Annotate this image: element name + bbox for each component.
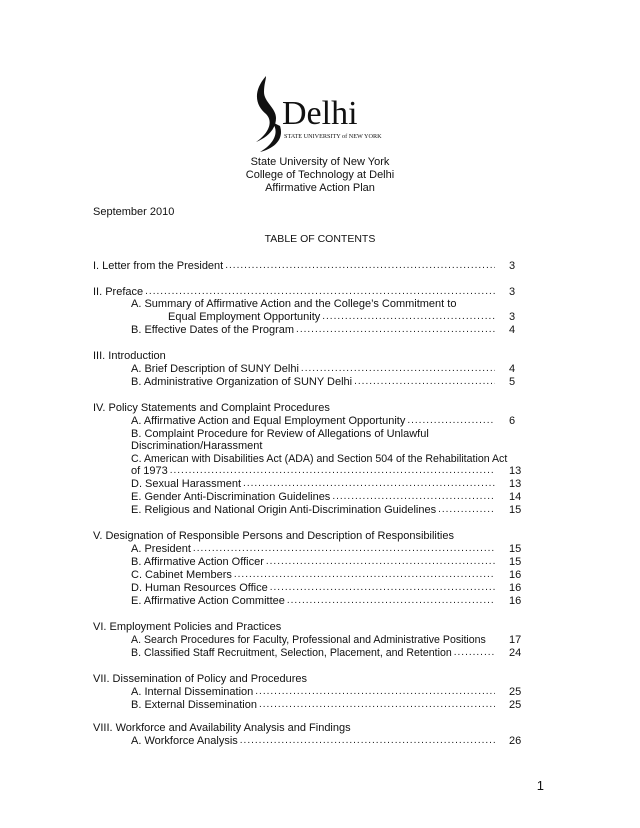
toc-page: 3 — [509, 311, 516, 323]
header-line-2: College of Technology at Delhi — [245, 169, 395, 181]
toc-entry-effective-dates[interactable]: B. Effective Dates of the Program ..... — [131, 323, 497, 337]
toc-page: 5 — [509, 376, 516, 388]
toc-section-employment-policies[interactable]: VI. Employment Policies and Practices — [93, 621, 282, 633]
toc-entry-affirmative-action[interactable]: A. Affirmative Action and Equal Employment Opportunity ..... — [131, 414, 497, 428]
toc-entry-classified-staff[interactable]: B. Classified Staff Recruitment, Selection, Placement, and Retention ..... — [131, 646, 497, 660]
toc-entry-hr-office[interactable]: D. Human Resources Office ..... — [131, 581, 497, 595]
toc-entry-ada-line1[interactable]: C. American with Disabilities Act (ADA) and Section 504 of the Rehabilitation Act — [131, 453, 508, 465]
toc-section-introduction[interactable]: III. Introduction — [93, 350, 166, 362]
toc-entry-sexual-harassment[interactable]: D. Sexual Harassment ..... — [131, 477, 497, 491]
toc-section-responsible-persons[interactable]: V. Designation of Responsible Persons and Description of Responsibilities — [93, 530, 454, 542]
toc-entry-aa-officer[interactable]: B. Affirmative Action Officer ..... — [131, 555, 497, 569]
toc-section-workforce[interactable]: VIII. Workforce and Availability Analysis and Findings — [93, 722, 351, 734]
toc-page: 25 — [509, 686, 522, 698]
toc-entry-complaint-line2[interactable]: Discrimination/Harassment — [131, 440, 263, 452]
toc-page: 16 — [509, 569, 522, 581]
toc-entry-admin-organization[interactable]: B. Administrative Organization of SUNY Delhi ..... — [131, 375, 497, 389]
toc-entry-religious-guidelines[interactable]: E. Religious and National Origin Anti-Discrimination Guidelines ..... — [131, 503, 497, 517]
toc-entry-brief-description[interactable]: A. Brief Description of SUNY Delhi ..... — [131, 362, 497, 376]
toc-entry-summary-line2[interactable]: Equal Employment Opportunity ..... — [168, 310, 497, 324]
toc-entry-president[interactable]: A. President ..... — [131, 542, 497, 556]
toc-page: 15 — [509, 556, 522, 568]
toc-entry-aa-committee[interactable]: E. Affirmative Action Committee ..... — [131, 594, 497, 608]
toc-section-dissemination[interactable]: VII. Dissemination of Policy and Procedures — [93, 673, 307, 685]
toc-entry-external-dissemination[interactable]: B. External Dissemination ..... — [131, 698, 497, 712]
toc-page: 15 — [509, 543, 522, 555]
toc-page: 3 — [509, 260, 516, 272]
toc-page: 15 — [509, 504, 522, 516]
toc-page: 24 — [509, 647, 522, 659]
toc-entry-search-procedures[interactable]: A. Search Procedures for Faculty, Professional and Administrative Positions — [131, 634, 486, 646]
header-line-3: Affirmative Action Plan — [265, 182, 375, 194]
toc-page: 17 — [509, 634, 522, 646]
document-date: September 2010 — [93, 206, 175, 218]
toc-page: 25 — [509, 699, 522, 711]
toc-page: 4 — [509, 363, 516, 375]
toc-entry-preface[interactable]: II. Preface ..... — [93, 285, 497, 299]
toc-page: 3 — [509, 286, 516, 298]
toc-page: 13 — [509, 465, 522, 477]
toc-entry-ada-line2[interactable]: of 1973 ..... — [131, 464, 497, 478]
toc-page: 6 — [509, 415, 516, 427]
delhi-logo — [246, 72, 396, 158]
toc-entry-cabinet-members[interactable]: C. Cabinet Members ..... — [131, 568, 497, 582]
toc-page: 14 — [509, 491, 522, 503]
toc-page: 26 — [509, 735, 522, 747]
toc-entry-gender-guidelines[interactable]: E. Gender Anti-Discrimination Guidelines ..... — [131, 490, 497, 504]
flame-icon — [256, 76, 276, 142]
toc-entry-letter[interactable]: I. Letter from the President ..... — [93, 259, 497, 273]
toc-entry-complaint-line1[interactable]: B. Complaint Procedure for Review of Allegations of Unlawful — [131, 428, 429, 440]
logo-wordmark: Delhi — [282, 95, 358, 132]
toc-page: 13 — [509, 478, 522, 490]
toc-section-policy-statements[interactable]: IV. Policy Statements and Complaint Procedures — [93, 402, 330, 414]
toc-title: TABLE OF CONTENTS — [264, 233, 376, 245]
page-number: 1 — [536, 778, 544, 793]
logo-tagline: STATE UNIVERSITY of NEW YORK — [284, 133, 382, 140]
toc-entry-internal-dissemination[interactable]: A. Internal Dissemination ..... — [131, 685, 497, 699]
header-line-1: State University of New York — [250, 156, 390, 168]
toc-page: 16 — [509, 595, 522, 607]
toc-page: 16 — [509, 582, 522, 594]
toc-page: 4 — [509, 324, 516, 336]
toc-entry-summary-line1[interactable]: A. Summary of Affirmative Action and the College’s Commitment to — [131, 298, 457, 310]
toc-entry-workforce-analysis[interactable]: A. Workforce Analysis ..... — [131, 734, 497, 748]
